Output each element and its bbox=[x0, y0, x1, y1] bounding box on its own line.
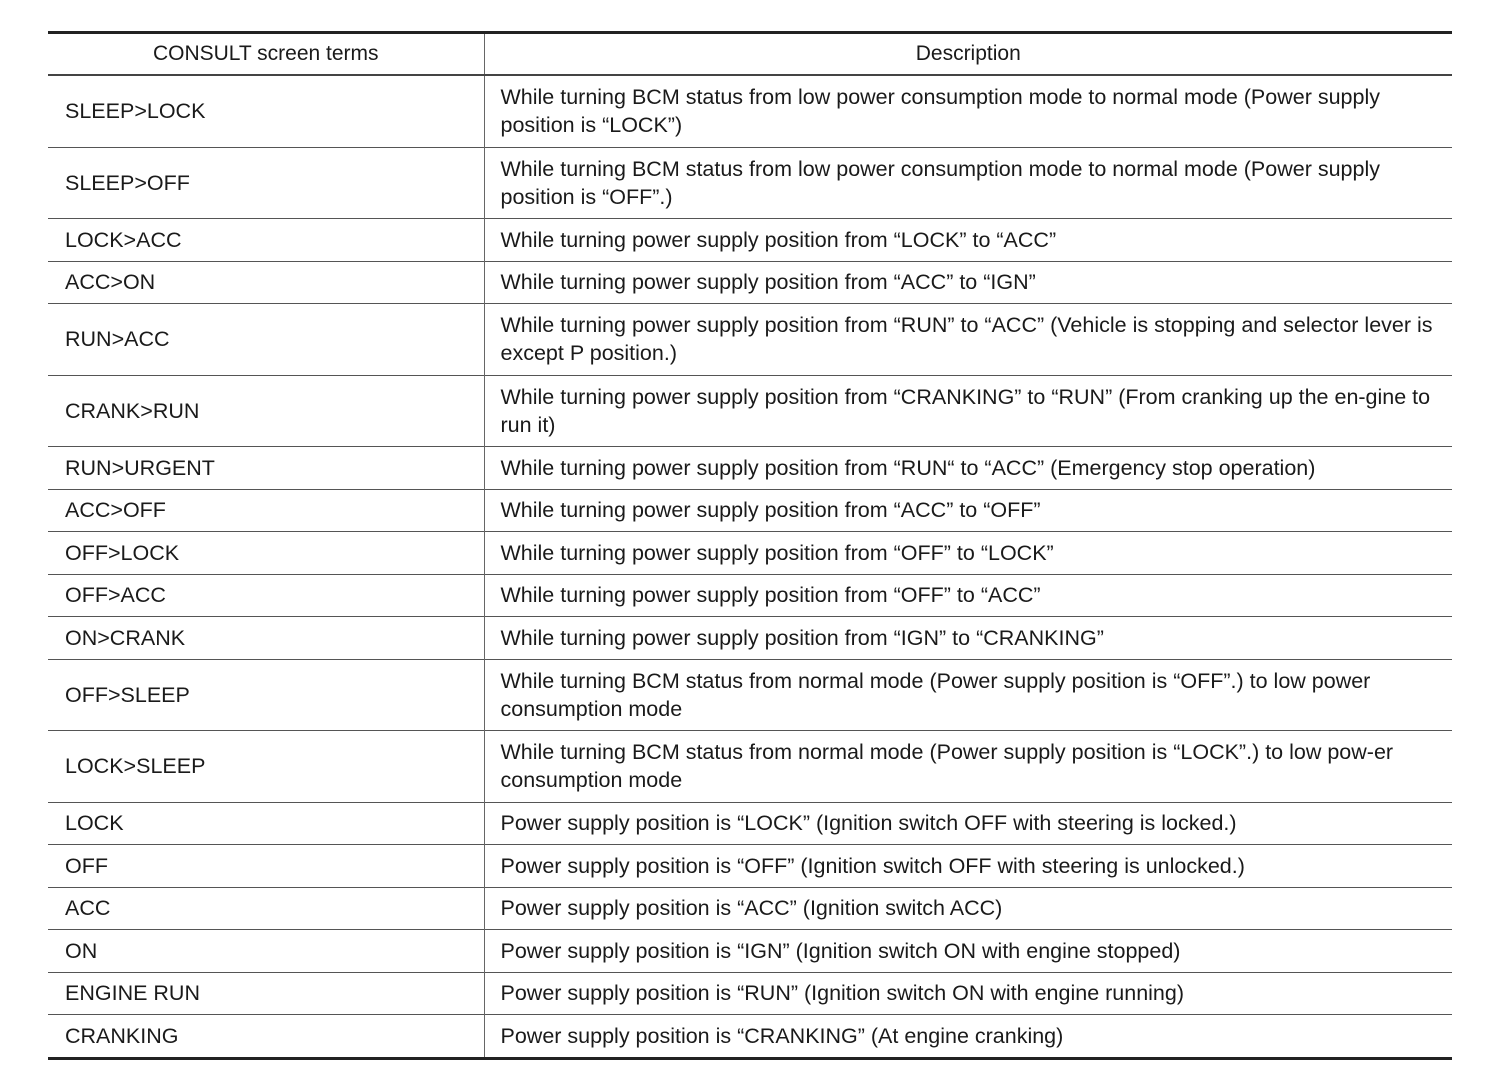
description-cell: Power supply position is “OFF” (Ignition switch OFF with steering is unlocked.) bbox=[484, 845, 1452, 888]
table-row bbox=[48, 845, 1452, 888]
term-cell: SLEEP>OFF bbox=[48, 147, 484, 219]
table-row bbox=[48, 261, 1452, 304]
description-cell: While turning power supply position from “ACC” to “IGN” bbox=[484, 261, 1452, 304]
table-row bbox=[48, 802, 1452, 845]
description-cell: While turning power supply position from “OFF” to “LOCK” bbox=[484, 532, 1452, 575]
term-cell: ACC bbox=[48, 887, 484, 930]
table-row bbox=[48, 930, 1452, 973]
table-row bbox=[48, 887, 1452, 930]
term-cell: CRANK>RUN bbox=[48, 375, 484, 447]
term-cell: LOCK>ACC bbox=[48, 219, 484, 262]
term-cell: ACC>ON bbox=[48, 261, 484, 304]
table-row bbox=[48, 1015, 1452, 1059]
table-row bbox=[48, 489, 1452, 532]
term-cell: RUN>ACC bbox=[48, 304, 484, 376]
table-row bbox=[48, 447, 1452, 490]
term-cell: RUN>URGENT bbox=[48, 447, 484, 490]
table-row bbox=[48, 617, 1452, 660]
term-cell: SLEEP>LOCK bbox=[48, 75, 484, 147]
term-cell: ENGINE RUN bbox=[48, 972, 484, 1015]
term-cell: OFF>SLEEP bbox=[48, 659, 484, 731]
description-cell: While turning BCM status from low power consumption mode to normal mode (Power supply position is “OFF”.) bbox=[484, 147, 1452, 219]
term-cell: OFF bbox=[48, 845, 484, 888]
description-cell: While turning BCM status from normal mode (Power supply position is “OFF”.) to low power consumption mode bbox=[484, 659, 1452, 731]
term-cell: OFF>ACC bbox=[48, 574, 484, 617]
table-row bbox=[48, 219, 1452, 262]
consult-terms-table bbox=[48, 31, 1452, 1060]
column-header-description: Description bbox=[484, 33, 1452, 76]
description-cell: While turning power supply position from “CRANKING” to “RUN” (From cranking up the en-gine to run it) bbox=[484, 375, 1452, 447]
table-row bbox=[48, 75, 1452, 147]
description-cell: While turning power supply position from “IGN” to “CRANKING” bbox=[484, 617, 1452, 660]
table-row bbox=[48, 375, 1452, 447]
term-cell: ACC>OFF bbox=[48, 489, 484, 532]
description-cell: While turning power supply position from “LOCK” to “ACC” bbox=[484, 219, 1452, 262]
term-cell: ON bbox=[48, 930, 484, 973]
column-header-term: CONSULT screen terms bbox=[48, 33, 484, 76]
table-row bbox=[48, 304, 1452, 376]
description-cell: Power supply position is “ACC” (Ignition switch ACC) bbox=[484, 887, 1452, 930]
term-cell: OFF>LOCK bbox=[48, 532, 484, 575]
description-cell: While turning BCM status from normal mode (Power supply position is “LOCK”.) to low pow-er consumption mode bbox=[484, 731, 1452, 803]
description-cell: While turning BCM status from low power consumption mode to normal mode (Power supply position is “LOCK”) bbox=[500, 85, 1380, 138]
term-cell: LOCK bbox=[48, 802, 484, 845]
description-cell: While turning power supply position from “ACC” to “OFF” bbox=[484, 489, 1452, 532]
header-row bbox=[48, 33, 1452, 76]
description-cell: Power supply position is “IGN” (Ignition switch ON with engine stopped) bbox=[484, 930, 1452, 973]
description-cell: While turning power supply position from “OFF” to “ACC” bbox=[484, 574, 1452, 617]
table-row bbox=[48, 731, 1452, 803]
term-cell: CRANKING bbox=[48, 1015, 484, 1059]
description-cell: Power supply position is “LOCK” (Ignition switch OFF with steering is locked.) bbox=[484, 802, 1452, 845]
description-cell: While turning power supply position from “RUN” to “ACC” (Vehicle is stopping and selector lever is except P position.) bbox=[484, 304, 1452, 376]
term-cell: ON>CRANK bbox=[48, 617, 484, 660]
description-cell: Power supply position is “RUN” (Ignition switch ON with engine running) bbox=[484, 972, 1452, 1015]
table-row bbox=[48, 532, 1452, 575]
table-row bbox=[48, 659, 1452, 731]
term-cell: LOCK>SLEEP bbox=[48, 731, 484, 803]
table-row bbox=[48, 972, 1452, 1015]
table-row bbox=[48, 147, 1452, 219]
description-cell: While turning power supply position from “RUN“ to “ACC” (Emergency stop operation) bbox=[484, 447, 1452, 490]
table-row bbox=[48, 574, 1452, 617]
description-cell: Power supply position is “CRANKING” (At engine cranking) bbox=[484, 1015, 1452, 1059]
